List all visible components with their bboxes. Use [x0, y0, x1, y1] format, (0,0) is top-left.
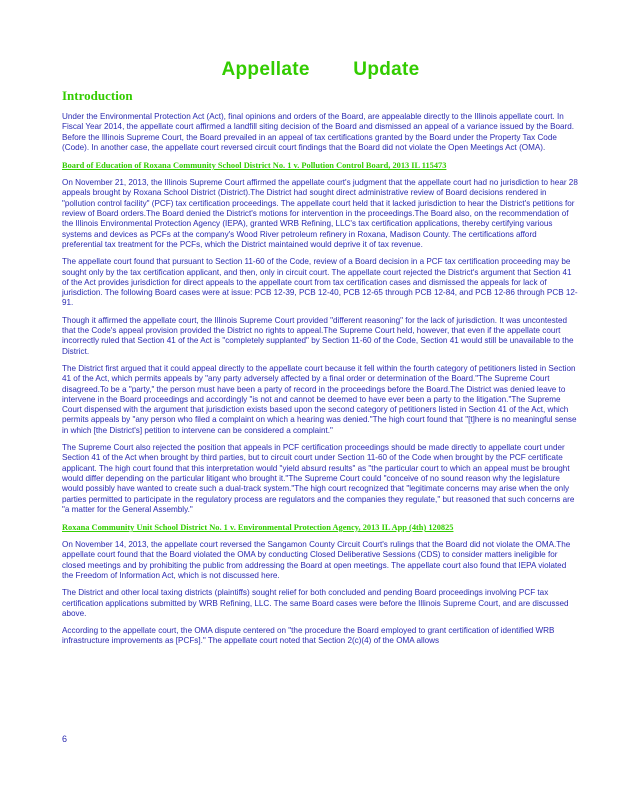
- case1-paragraph-5: The Supreme Court also rejected the position that appeals in PCF certification proceedings should be made directly to appellate court under Section 41 of the Act when brought by third parties, but to circuit court under Section 11-60 of the Code when brought by the PCF certificate applicant. The high court found that this interpretation would "yield absurd results" as "the particular court to which an appeal must be brought would differ depending on the particular litigant who brought it."The Supreme Court could "conceive of no sound reason why the legislature would possibly have wanted to create such a dual-track system."The high court recognized that "legitimate concerns may arise when the only parties permitted to participate in the regulatory process are regulators and the companies they regulate," but reasoned that such concerns are "a matter for the General Assembly.": [62, 443, 575, 514]
- intro-paragraph: Under the Environmental Protection Act (Act), final opinions and orders of the Board, are appealable directly to the Illinois appellate court. In Fiscal Year 2014, the appellate court affirmed a landfill siting decision of the Board and dismissed an appeal of a variance issued by the Board. Before the Illinois Supreme Court, the Board prevailed in an appeal of tax certifications granted by the Board under the Property Tax Code (Code). In another case, the appellate court reversed circuit court findings that the Board did not violate the Open Meetings Act (OMA).: [62, 112, 575, 152]
- case1-paragraph-2: The appellate court found that pursuant to Section 11-60 of the Code, review of a Board decision in a PCF tax certification proceeding may be sought only by the tax certification applicant, and then, only in circuit court. The appellate court rejected the District's argument that Section 41 of the Act provides jurisdiction for direct appeals to the appellate court from tax certification cases and dismissed the appeals for lack of jurisdiction. The following Board cases were at issue: PCB 12-39, PCB 12-40, PCB 12-65 through PCB 12-84, and PCB 12-86 through PCB 12-91.: [62, 257, 578, 308]
- case2-paragraph-3: According to the appellate court, the OMA dispute centered on "the procedure the Board employed to grant certification of identified WRB infrastructure improvements as [PCFs]." The appellate court noted that Section 2(c)(4) of the OMA allows: [62, 626, 555, 646]
- section-heading-introduction: Introduction: [62, 88, 133, 103]
- case1-paragraph-3: Though it affirmed the appellate court, the Illinois Supreme Court provided "different reasoning" for the lack of jurisdiction. It was uncontested that the Code's appeal provision provided the District no rights to appeal.The Supreme Court held, however, that even if the appellate court incorrectly ruled that Section 41 of the Act is "completely supplanted" by Section 11-60 of the Code, Section 41 would still be unavailable to the District.: [62, 315, 574, 356]
- case-heading-roxana-v-pcb: Board of Education of Roxana Community School District No. 1 v. Pollution Control Board, 2013 IL 115473: [62, 161, 447, 171]
- case-heading-roxana-v-iepa: Roxana Community Unit School District No. 1 v. Environmental Protection Agency, 2013 IL App (4th) 120825: [62, 523, 454, 533]
- case1-paragraph-4: The District first argued that it could appeal directly to the appellate court because it fell within the fourth category of petitioners listed in Section 41 of the Act, which permits appeals by "any party adversely affected by a final order or determination of the Board."The Supreme Court disagreed.To be a "party," the person must have been a party of record in the proceedings before the Board.The District was denied leave to intervene in the Board proceedings and accordingly "is not and cannot be deemed to have ever been a party to the litigation."The Supreme Court dispensed with the argument that jurisdiction exists based upon the second category of petitioners listed in Section 41 of the Act, which permits appeals by "any person who filed a complaint on which a hearing was denied."The high court found that "[t]here is no meaningful sense in which [the District's] petition to intervene can be considered a complaint.": [62, 363, 577, 435]
- case2-paragraph-2: The District and other local taxing districts (plaintiffs) sought relief for both concluded and pending Board proceedings involving PCF tax certification applications submitted by WRB Refining, LLC. The same Board cases were before the Illinois Supreme Court, and are discussed above.: [62, 588, 569, 618]
- page-title: Appellate Update: [221, 59, 420, 80]
- case1-paragraph-1: On November 21, 2013, the Illinois Supreme Court affirmed the appellate court's judgment that the appellate court had no jurisdiction to hear 28 appeals brought by Roxana School District (District).The District had sought direct administrative review of Board decisions rendered in "pollution control facility" (PCF) tax certification proceedings. The appellate court held that it lacked jurisdiction to hear the District's petitions for review of Board orders.The Board denied the District's motions for intervention in the proceedings.The Board also, on the recommendation of the Illinois Environmental Protection Agency (IEPA), granted WRB Refining, LLC's tax certification applications, thereby certifying various systems and devices as PCFs at the company's Wood River petroleum refinery in Roxana, Madison County. The certifications afford preferential tax treatment for the PCFs, which the District maintained would deprive it of tax revenue.: [62, 178, 578, 249]
- case2-paragraph-1: On November 14, 2013, the appellate court reversed the Sangamon County Circuit Court's rulings that the Board did not violate the OMA.The appellate court found that the Board violated the OMA by conducting Closed Deliberative Sessions (CDS) to consider matters ineligible for closed meetings and by prohibiting the public from addressing the Board at open meetings. The appellate court also found that IEPA violated the Freedom of Information Act, which is not discussed here.: [62, 540, 571, 580]
- page-number: 6: [62, 734, 68, 744]
